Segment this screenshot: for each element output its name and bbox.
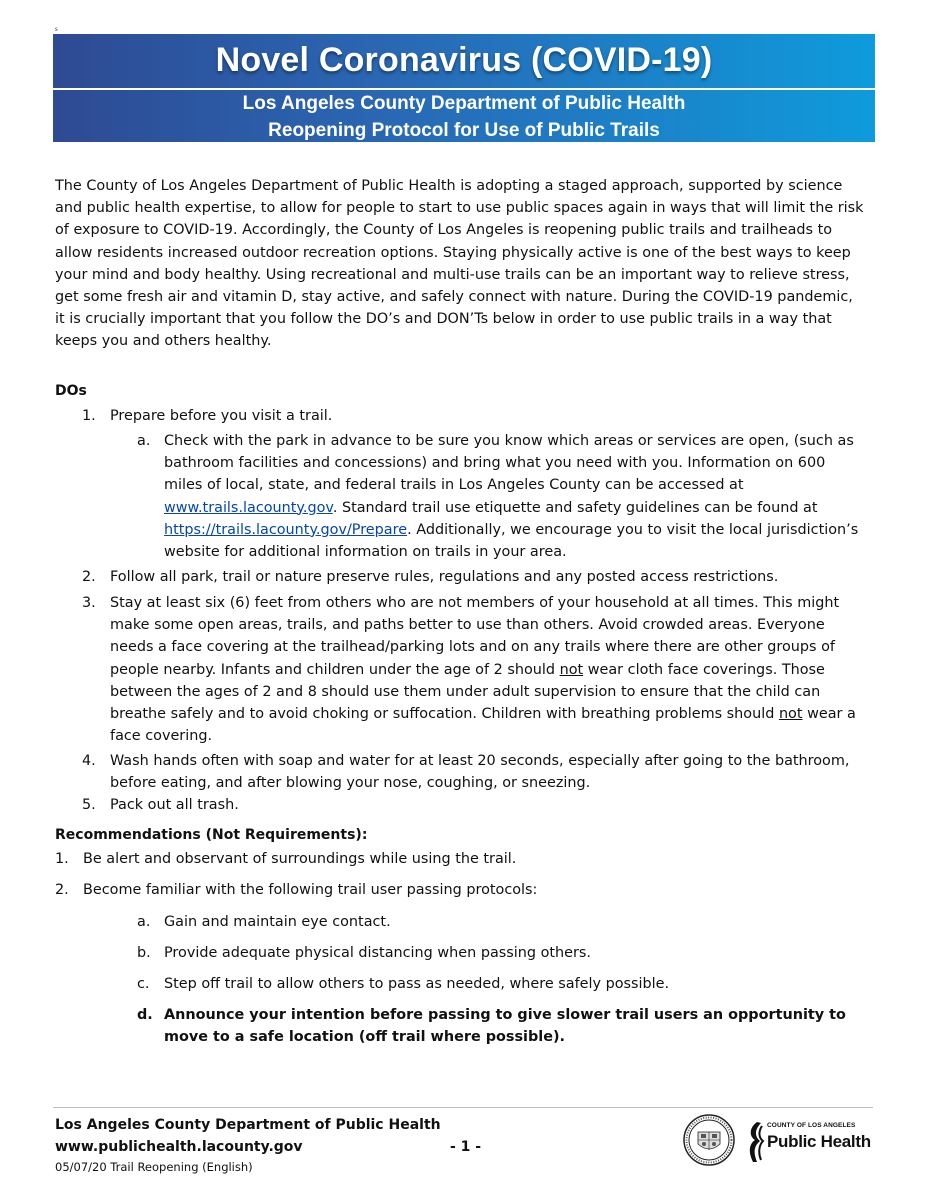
emphasis-not: not [778,706,803,723]
sub-text: Step off trail to allow others to pass as needed, where safely possible. [164,976,670,992]
list-text: Pack out all trash. [110,797,239,813]
list-number: 1. [82,408,96,424]
footer-org: Los Angeles County Department of Public Health [55,1117,441,1133]
sub-text-part: . Standard trail use etiquette and safety guidelines can be found at [332,499,818,516]
sub-letter: a. [137,914,151,930]
list-number: 4. [82,753,96,769]
trails-prepare-link[interactable]: https://trails.lacounty.gov/Prepare [164,521,408,538]
list-number: 5. [82,797,96,813]
public-health-logo-icon [745,1120,767,1164]
list-text: Wash hands often with soap and water for at least 20 seconds, especially after going to the bathroom, before eating, and after blowing your nose, coughing, or sneezing. [110,753,850,792]
sub-text: Gain and maintain eye contact. [164,914,391,930]
sub-text: Provide adequate physical distancing when passing others. [164,945,592,961]
sub-text-part: . Additionally, we encourage you to visit the local jurisdiction’s website for additional information on trails in your area. [164,521,859,561]
sub-letter: c. [137,976,150,992]
trails-website-link[interactable]: www.trails.lacounty.gov [164,499,333,516]
footer-website: www.publichealth.lacounty.gov [55,1139,303,1155]
logo-public-health-text: Public Health [767,1132,871,1151]
emphasis-not: not [559,661,584,678]
county-seal-icon [683,1114,735,1166]
list-text: Be alert and observant of surroundings while using the trail. [83,851,517,867]
sub-letter: a. [137,433,151,449]
page-title: Novel Coronavirus (COVID-19) [215,41,713,79]
sub-text [164,430,864,563]
list-number: 2. [55,882,69,898]
list-text [110,592,860,747]
protocol-subtitle: Reopening Protocol for Use of Public Trails [268,120,660,141]
list-text: Become familiar with the following trail user passing protocols: [83,882,538,898]
list-number: 1. [55,851,69,867]
footer-date-line: 05/07/20 Trail Reopening (English) [55,1160,253,1174]
list-text: Prepare before you visit a trail. [110,408,333,424]
list-text-part: wear cloth face coverings. Those between the ages of 2 and 8 should use them under adult supervision to ensure that the child can breathe safely and to avoid choking or suffocation. Children with breathing problems should [110,661,825,723]
public-health-logo [745,1118,871,1166]
sub-text-part: Check with the park in advance to be sure you know which areas or services are open, (such as bathroom facilities and concessions) and bring what you need with you. Information on 600 miles of local, state, and federal trails in Los Angeles County can be accessed at [164,433,854,494]
corner-mark: s [55,25,58,33]
sub-letter: d. [137,1007,153,1023]
list-text: Follow all park, trail or nature preserve rules, regulations and any posted access restrictions. [110,569,779,585]
page-number: - 1 - [450,1139,482,1155]
dos-heading: DOs [55,383,87,399]
sub-letter: b. [137,945,151,961]
list-number: 3. [82,595,96,611]
header-subtitle-banner [53,90,875,142]
intro-paragraph: The County of Los Angeles Department of Public Health is adopting a staged approach, supported by science and public health expertise, to allow for people to start to use public spaces again in ways that will limit the risk of exposure to COVID-19. Accordingly, the County of Los Angeles is reopening public trails and trailheads to allow residents increased outdoor recreation options. Staying physically active is one of the best ways to keep your mind and body healthy. Using recreational and multi-use trails can be an important way to relieve stress, get some fresh air and vitamin D, stay active, and safely connect with nature. During the COVID-19 pandemic, it is crucially important that you follow the DO’s and DON’Ts below in order to use public trails in a way that keeps you and others healthy. [55,178,864,350]
sub-text: Announce your intention before passing to give slower trail users an opportunity to move to a safe location (off trail where possible). [164,1007,846,1046]
recommendations-heading: Recommendations (Not Requirements): [55,827,368,843]
list-number: 2. [82,569,96,585]
department-subtitle: Los Angeles County Department of Public Health [242,93,686,114]
list-text-part: wear a face covering. [110,706,856,745]
list-text-part: Stay at least six (6) feet from others who are not members of your household at all times. This might make some open areas, trails, and paths better to use than others. Avoid crowded areas. Everyone needs a face covering at the trailhead/parking lots and on any trails where there are other groups of people nearby. Infants and children under the age of 2 should [110,595,840,678]
header-title-banner [53,34,875,88]
footer-divider [53,1107,873,1108]
logo-county-text: COUNTY OF LOS ANGELES [767,1122,856,1129]
